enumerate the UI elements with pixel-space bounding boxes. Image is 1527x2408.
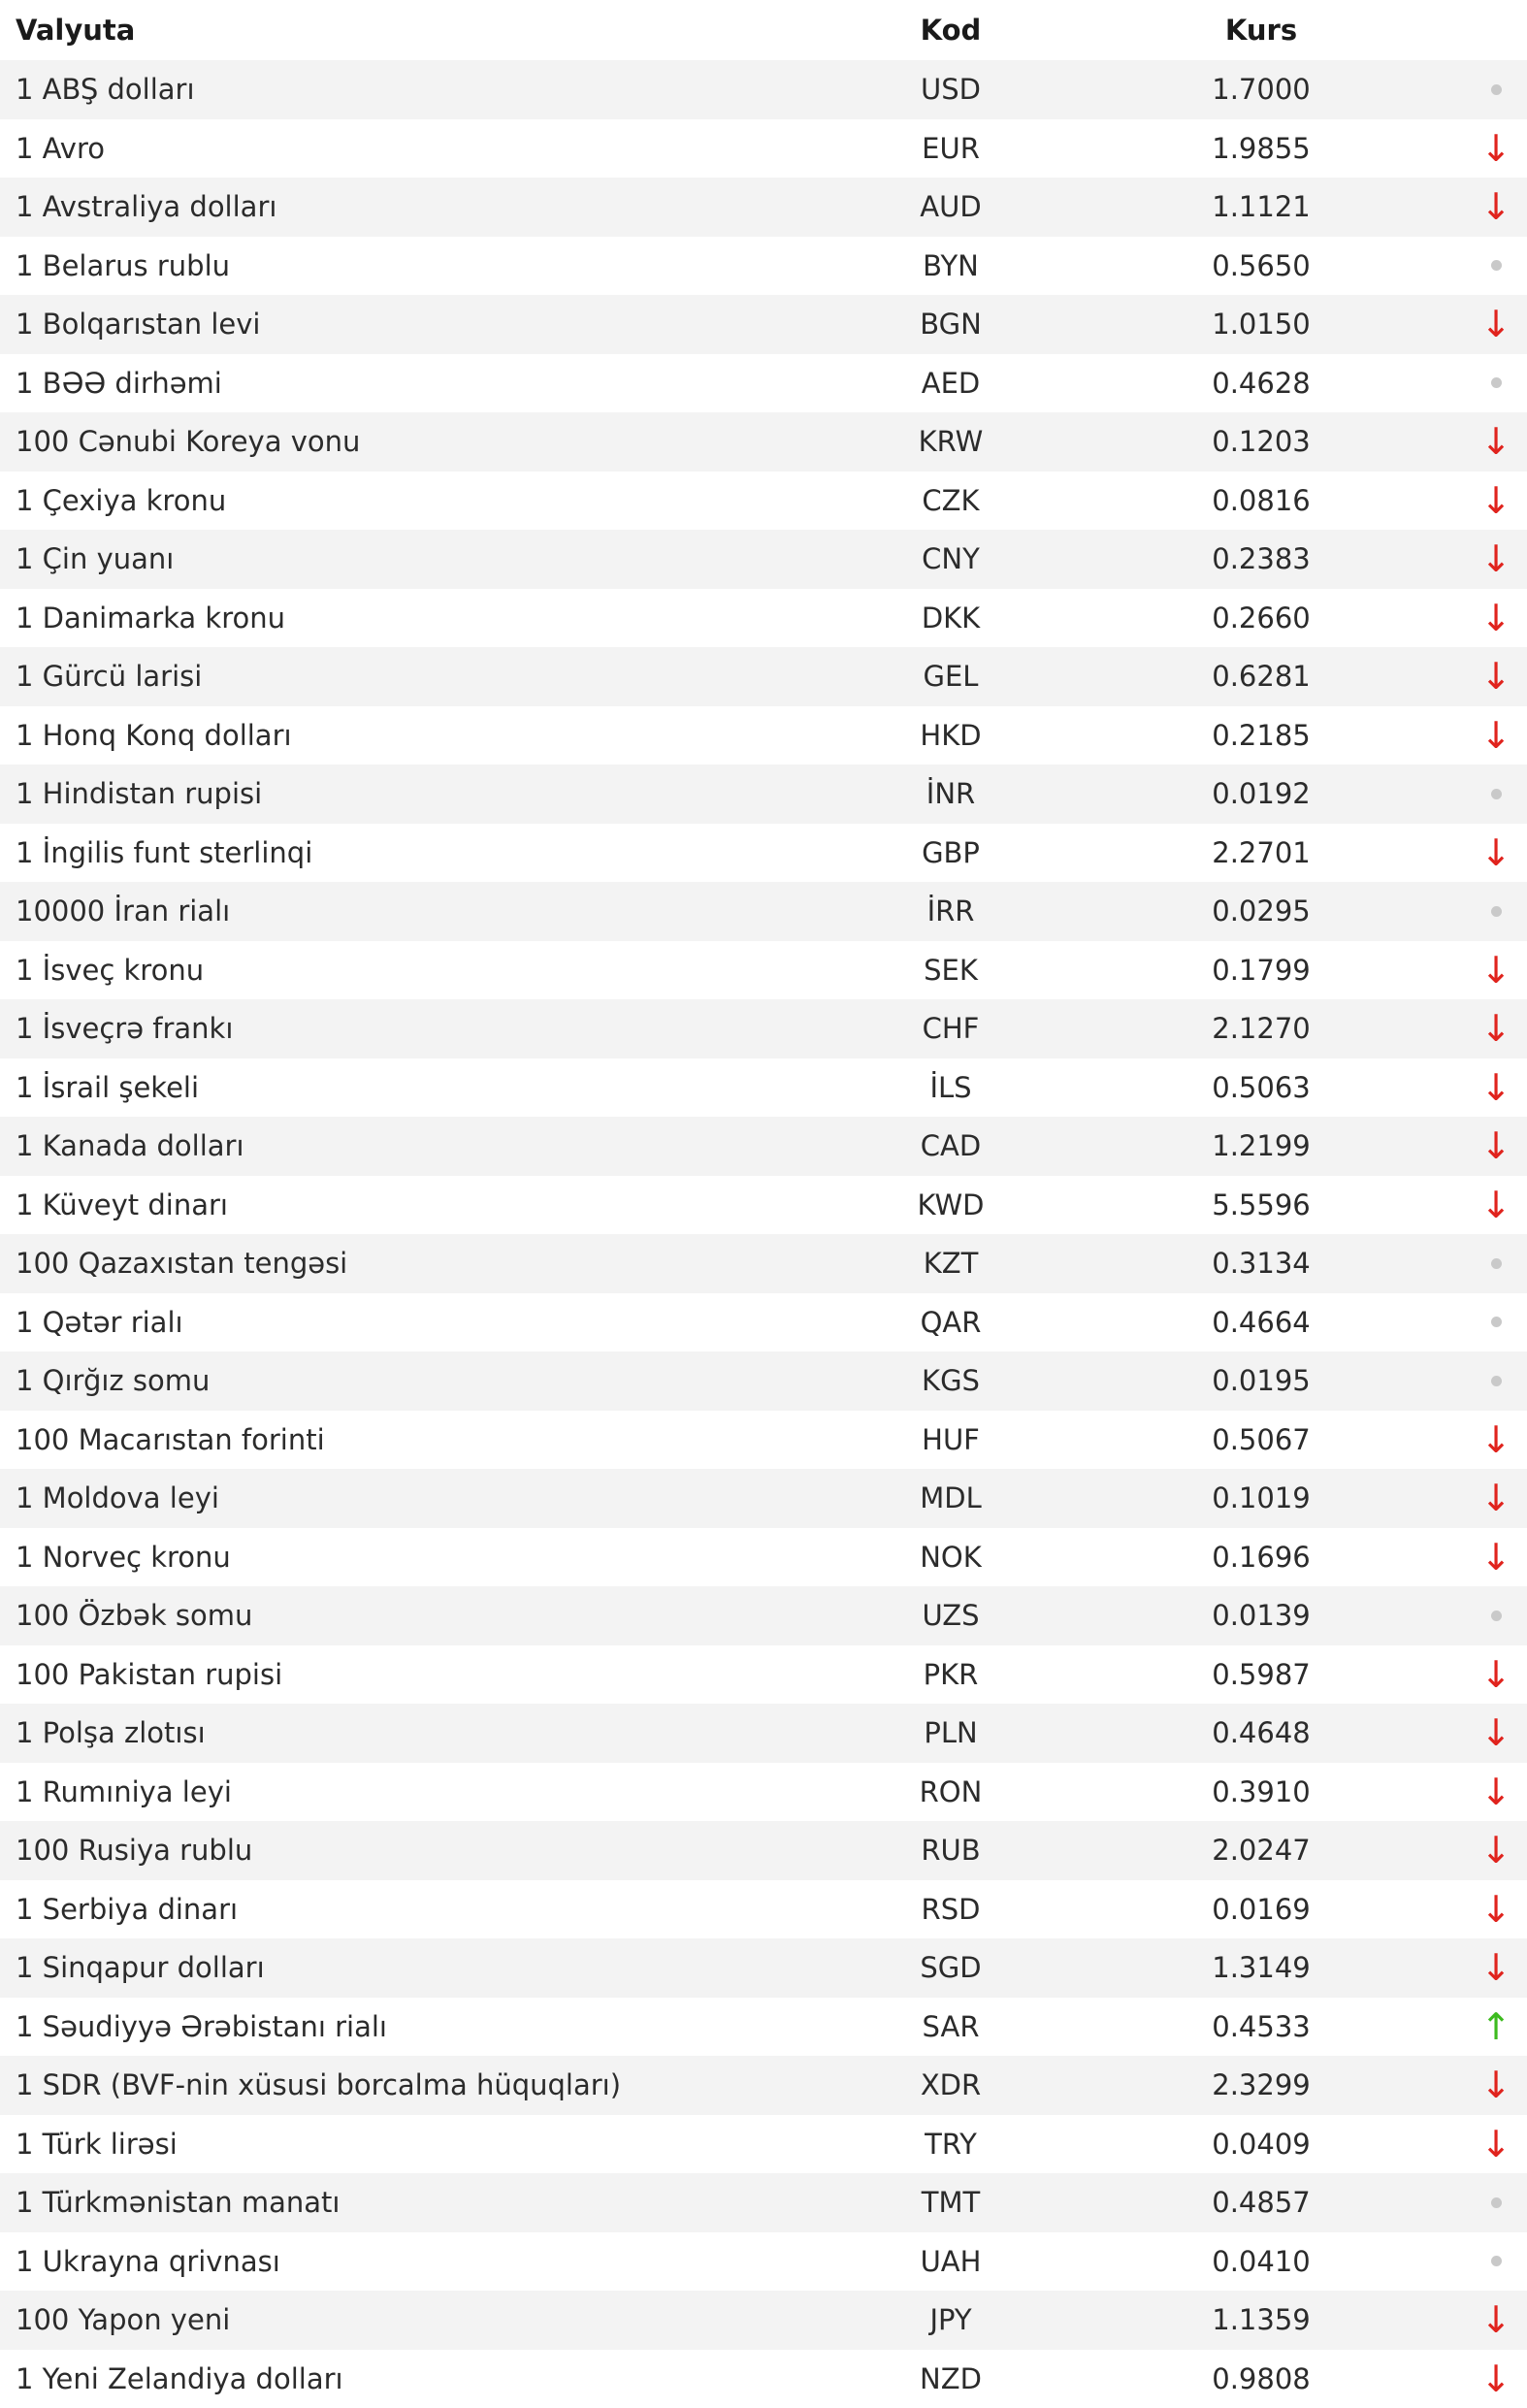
currency-code: UAH — [873, 2232, 1028, 2292]
currency-code: GEL — [873, 647, 1028, 706]
exchange-rate: 1.9855 — [1184, 119, 1339, 179]
currency-name: 1 Rumıniya leyi — [16, 1763, 232, 1822]
currency-code: KZT — [873, 1234, 1028, 1293]
table-row — [0, 295, 1527, 354]
exchange-rate: 0.4664 — [1184, 1293, 1339, 1352]
unchanged-dot-icon — [1491, 1376, 1502, 1386]
arrow-up-icon: ↑ — [1480, 2008, 1511, 2045]
trend-indicator — [1465, 2232, 1527, 2292]
trend-indicator — [1465, 824, 1527, 883]
exchange-rate: 1.3149 — [1184, 1938, 1339, 1998]
exchange-rate: 0.0410 — [1184, 2232, 1339, 2292]
currency-code: NOK — [873, 1528, 1028, 1587]
table-row — [0, 1938, 1527, 1998]
currency-code: TRY — [873, 2115, 1028, 2174]
trend-indicator — [1465, 1469, 1527, 1528]
trend-indicator — [1465, 60, 1527, 119]
currency-name: 100 Qazaxıstan tengəsi — [16, 1234, 347, 1293]
trend-indicator — [1465, 412, 1527, 472]
table-row — [0, 178, 1527, 237]
exchange-rate: 0.5063 — [1184, 1058, 1339, 1118]
trend-indicator — [1465, 1821, 1527, 1880]
table-row — [0, 1704, 1527, 1763]
arrow-down-icon: ↓ — [1480, 1832, 1511, 1869]
table-row — [0, 2173, 1527, 2232]
currency-code: CNY — [873, 530, 1028, 589]
exchange-rate: 0.3910 — [1184, 1763, 1339, 1822]
arrow-down-icon: ↓ — [1480, 2360, 1511, 2397]
table-row — [0, 882, 1527, 941]
currency-name: 1 Çin yuanı — [16, 530, 174, 589]
table-row — [0, 706, 1527, 765]
exchange-rate: 0.1696 — [1184, 1528, 1339, 1587]
currency-name: 1 Gürcü larisi — [16, 647, 202, 706]
trend-indicator — [1465, 1058, 1527, 1118]
currency-code: HKD — [873, 706, 1028, 765]
arrow-down-icon: ↓ — [1480, 423, 1511, 460]
currency-name: 100 Rusiya rublu — [16, 1821, 252, 1880]
table-row — [0, 589, 1527, 648]
exchange-rate: 0.2185 — [1184, 706, 1339, 765]
exchange-rate: 0.6281 — [1184, 647, 1339, 706]
arrow-down-icon: ↓ — [1480, 1480, 1511, 1516]
trend-indicator — [1465, 354, 1527, 413]
trend-indicator — [1465, 295, 1527, 354]
trend-indicator — [1465, 1234, 1527, 1293]
trend-indicator — [1465, 530, 1527, 589]
trend-indicator — [1465, 1998, 1527, 2057]
exchange-rate: 2.1270 — [1184, 999, 1339, 1058]
column-header-code: Kod — [873, 0, 1028, 60]
trend-indicator — [1465, 178, 1527, 237]
currency-code: RUB — [873, 1821, 1028, 1880]
table-row — [0, 1058, 1527, 1118]
currency-name: 1 İngilis funt sterlinqi — [16, 824, 312, 883]
trend-indicator — [1465, 2056, 1527, 2115]
table-row — [0, 824, 1527, 883]
currency-code: PKR — [873, 1645, 1028, 1705]
currency-name: 1 Avstraliya dolları — [16, 178, 276, 237]
currency-code: CAD — [873, 1117, 1028, 1176]
currency-name: 1 Belarus rublu — [16, 237, 230, 296]
arrow-down-icon: ↓ — [1480, 1949, 1511, 1986]
table-row — [0, 1411, 1527, 1470]
exchange-rate: 5.5596 — [1184, 1176, 1339, 1235]
currency-name: 1 İsveç kronu — [16, 941, 204, 1000]
currency-code: İNR — [873, 765, 1028, 824]
exchange-rate: 1.7000 — [1184, 60, 1339, 119]
arrow-down-icon: ↓ — [1480, 1010, 1511, 1047]
currency-code: KWD — [873, 1176, 1028, 1235]
exchange-rate: 0.5067 — [1184, 1411, 1339, 1470]
exchange-rate: 0.0295 — [1184, 882, 1339, 941]
unchanged-dot-icon — [1491, 789, 1502, 799]
currency-name: 1 Danimarka kronu — [16, 589, 285, 648]
exchange-rate: 0.4628 — [1184, 354, 1339, 413]
table-row — [0, 1880, 1527, 1939]
trend-indicator — [1465, 589, 1527, 648]
currency-code: JPY — [873, 2291, 1028, 2350]
trend-indicator — [1465, 237, 1527, 296]
trend-indicator — [1465, 1763, 1527, 1822]
trend-indicator — [1465, 2291, 1527, 2350]
unchanged-dot-icon — [1491, 1611, 1502, 1621]
table-header — [0, 0, 1527, 60]
exchange-rate: 1.2199 — [1184, 1117, 1339, 1176]
arrow-down-icon: ↓ — [1480, 1069, 1511, 1106]
table-row — [0, 647, 1527, 706]
currency-code: İLS — [873, 1058, 1028, 1118]
table-row — [0, 1293, 1527, 1352]
exchange-rate: 0.2660 — [1184, 589, 1339, 648]
currency-name: 1 Yeni Zelandiya dolları — [16, 2350, 343, 2408]
exchange-rate: 0.0169 — [1184, 1880, 1339, 1939]
currency-code: EUR — [873, 119, 1028, 179]
table-body — [0, 60, 1527, 2408]
trend-indicator — [1465, 2350, 1527, 2408]
currency-name: 100 Pakistan rupisi — [16, 1645, 282, 1705]
table-row — [0, 1645, 1527, 1705]
exchange-rate: 0.1019 — [1184, 1469, 1339, 1528]
arrow-down-icon: ↓ — [1480, 834, 1511, 871]
currency-code: AED — [873, 354, 1028, 413]
currency-name: 100 Macarıstan forinti — [16, 1411, 325, 1470]
unchanged-dot-icon — [1491, 1317, 1502, 1327]
currency-code: XDR — [873, 2056, 1028, 2115]
table-row — [0, 2232, 1527, 2292]
arrow-down-icon: ↓ — [1480, 1656, 1511, 1693]
currency-name: 1 Küveyt dinarı — [16, 1176, 228, 1235]
unchanged-dot-icon — [1491, 84, 1502, 95]
currency-code: KRW — [873, 412, 1028, 472]
table-row — [0, 2291, 1527, 2350]
exchange-rate: 0.0139 — [1184, 1586, 1339, 1645]
currency-code: RSD — [873, 1880, 1028, 1939]
exchange-rate: 0.9808 — [1184, 2350, 1339, 2408]
currency-code: CZK — [873, 472, 1028, 531]
currency-name: 1 Honq Konq dolları — [16, 706, 292, 765]
currency-code: NZD — [873, 2350, 1028, 2408]
unchanged-dot-icon — [1491, 377, 1502, 388]
table-row — [0, 1234, 1527, 1293]
trend-indicator — [1465, 1704, 1527, 1763]
table-row — [0, 237, 1527, 296]
currency-code: DKK — [873, 589, 1028, 648]
currency-name: 100 Cənubi Koreya vonu — [16, 412, 360, 472]
table-row — [0, 119, 1527, 179]
currency-code: HUF — [873, 1411, 1028, 1470]
arrow-down-icon: ↓ — [1480, 2301, 1511, 2338]
currency-code: MDL — [873, 1469, 1028, 1528]
column-header-rate: Kurs — [1184, 0, 1339, 60]
currency-name: 1 Bolqarıstan levi — [16, 295, 261, 354]
currency-code: BGN — [873, 295, 1028, 354]
currency-name: 1 Moldova leyi — [16, 1469, 219, 1528]
currency-code: SAR — [873, 1998, 1028, 2057]
currency-name: 1 İsveçrə frankı — [16, 999, 233, 1058]
table-row — [0, 1176, 1527, 1235]
arrow-down-icon: ↓ — [1480, 540, 1511, 577]
currency-name: 10000 İran rialı — [16, 882, 230, 941]
unchanged-dot-icon — [1491, 260, 1502, 271]
arrow-down-icon: ↓ — [1480, 1773, 1511, 1810]
trend-indicator — [1465, 1645, 1527, 1705]
exchange-rate: 0.5650 — [1184, 237, 1339, 296]
table-row — [0, 1351, 1527, 1411]
currency-code: UZS — [873, 1586, 1028, 1645]
currency-name: 1 SDR (BVF-nin xüsusi borcalma hüquqları) — [16, 2056, 621, 2115]
exchange-rate: 0.0409 — [1184, 2115, 1339, 2174]
arrow-down-icon: ↓ — [1480, 130, 1511, 167]
currency-code: GBP — [873, 824, 1028, 883]
currency-code: RON — [873, 1763, 1028, 1822]
currency-code: KGS — [873, 1351, 1028, 1411]
trend-indicator — [1465, 765, 1527, 824]
table-row — [0, 941, 1527, 1000]
exchange-rate: 0.4533 — [1184, 1998, 1339, 2057]
table-row — [0, 1998, 1527, 2057]
arrow-down-icon: ↓ — [1480, 482, 1511, 519]
table-row — [0, 2350, 1527, 2408]
table-row — [0, 1117, 1527, 1176]
unchanged-dot-icon — [1491, 906, 1502, 917]
column-header-currency: Valyuta — [16, 0, 135, 60]
table-row — [0, 2115, 1527, 2174]
currency-name: 1 Avro — [16, 119, 105, 179]
arrow-down-icon: ↓ — [1480, 1421, 1511, 1458]
trend-indicator — [1465, 1411, 1527, 1470]
table-row — [0, 1763, 1527, 1822]
arrow-down-icon: ↓ — [1480, 1187, 1511, 1223]
arrow-down-icon: ↓ — [1480, 952, 1511, 989]
currency-code: İRR — [873, 882, 1028, 941]
arrow-down-icon: ↓ — [1480, 658, 1511, 695]
currency-code: USD — [873, 60, 1028, 119]
currency-code: BYN — [873, 237, 1028, 296]
currency-name: 100 Yapon yeni — [16, 2291, 230, 2350]
table-row — [0, 1469, 1527, 1528]
exchange-rate: 0.0192 — [1184, 765, 1339, 824]
table-row — [0, 412, 1527, 472]
trend-indicator — [1465, 941, 1527, 1000]
table-row — [0, 1528, 1527, 1587]
table-row — [0, 60, 1527, 119]
currency-name: 1 Norveç kronu — [16, 1528, 231, 1587]
arrow-down-icon: ↓ — [1480, 600, 1511, 636]
exchange-rate: 0.3134 — [1184, 1234, 1339, 1293]
currency-code: QAR — [873, 1293, 1028, 1352]
trend-indicator — [1465, 1528, 1527, 1587]
currency-name: 1 ABŞ dolları — [16, 60, 195, 119]
currency-name: 1 Qırğız somu — [16, 1351, 210, 1411]
currency-name: 1 BƏƏ dirhəmi — [16, 354, 222, 413]
table-row — [0, 1821, 1527, 1880]
currency-name: 1 Ukrayna qrivnası — [16, 2232, 280, 2292]
table-row — [0, 1586, 1527, 1645]
exchange-rate: 2.2701 — [1184, 824, 1339, 883]
exchange-rate: 0.0195 — [1184, 1351, 1339, 1411]
currency-name: 1 Səudiyyə Ərəbistanı rialı — [16, 1998, 387, 2057]
currency-code: AUD — [873, 178, 1028, 237]
currency-code: TMT — [873, 2173, 1028, 2232]
table-row — [0, 999, 1527, 1058]
trend-indicator — [1465, 647, 1527, 706]
table-row — [0, 2056, 1527, 2115]
currency-name: 1 Türkmənistan manatı — [16, 2173, 340, 2232]
unchanged-dot-icon — [1491, 1258, 1502, 1269]
currency-name: 100 Özbək somu — [16, 1586, 252, 1645]
trend-indicator — [1465, 1176, 1527, 1235]
trend-indicator — [1465, 1938, 1527, 1998]
arrow-down-icon: ↓ — [1480, 717, 1511, 754]
arrow-down-icon: ↓ — [1480, 306, 1511, 342]
trend-indicator — [1465, 1586, 1527, 1645]
currency-name: 1 Kanada dolları — [16, 1117, 244, 1176]
table-row — [0, 765, 1527, 824]
table-row — [0, 530, 1527, 589]
trend-indicator — [1465, 1293, 1527, 1352]
exchange-rate: 0.2383 — [1184, 530, 1339, 589]
trend-indicator — [1465, 472, 1527, 531]
trend-indicator — [1465, 999, 1527, 1058]
exchange-rate: 1.1359 — [1184, 2291, 1339, 2350]
trend-indicator — [1465, 706, 1527, 765]
exchange-rate: 1.1121 — [1184, 178, 1339, 237]
currency-code: CHF — [873, 999, 1028, 1058]
currency-name: 1 Qətər rialı — [16, 1293, 183, 1352]
currency-code: PLN — [873, 1704, 1028, 1763]
arrow-down-icon: ↓ — [1480, 1891, 1511, 1928]
exchange-rate: 0.1799 — [1184, 941, 1339, 1000]
arrow-down-icon: ↓ — [1480, 1714, 1511, 1751]
currency-code: SEK — [873, 941, 1028, 1000]
trend-indicator — [1465, 2173, 1527, 2232]
currency-name: 1 İsrail şekeli — [16, 1058, 199, 1118]
arrow-down-icon: ↓ — [1480, 188, 1511, 225]
trend-indicator — [1465, 882, 1527, 941]
exchange-rate: 0.1203 — [1184, 412, 1339, 472]
trend-indicator — [1465, 1351, 1527, 1411]
arrow-down-icon: ↓ — [1480, 1539, 1511, 1576]
currency-code: SGD — [873, 1938, 1028, 1998]
exchange-rate: 0.4857 — [1184, 2173, 1339, 2232]
table-row — [0, 354, 1527, 413]
trend-indicator — [1465, 2115, 1527, 2174]
currency-name: 1 Türk lirəsi — [16, 2115, 178, 2174]
exchange-rate: 2.0247 — [1184, 1821, 1339, 1880]
exchange-rate: 1.0150 — [1184, 295, 1339, 354]
trend-indicator — [1465, 1880, 1527, 1939]
arrow-down-icon: ↓ — [1480, 2066, 1511, 2103]
trend-indicator — [1465, 119, 1527, 179]
unchanged-dot-icon — [1491, 2256, 1502, 2266]
exchange-rate: 0.5987 — [1184, 1645, 1339, 1705]
currency-name: 1 Polşa zlotısı — [16, 1704, 206, 1763]
arrow-down-icon: ↓ — [1480, 1127, 1511, 1164]
currency-name: 1 Çexiya kronu — [16, 472, 226, 531]
currency-name: 1 Hindistan rupisi — [16, 765, 262, 824]
exchange-rate: 0.4648 — [1184, 1704, 1339, 1763]
trend-indicator — [1465, 1117, 1527, 1176]
currency-name: 1 Serbiya dinarı — [16, 1880, 238, 1939]
table-row — [0, 472, 1527, 531]
currency-name: 1 Sinqapur dolları — [16, 1938, 265, 1998]
arrow-down-icon: ↓ — [1480, 2126, 1511, 2163]
exchange-rate: 0.0816 — [1184, 472, 1339, 531]
unchanged-dot-icon — [1491, 2197, 1502, 2208]
exchange-rate: 2.3299 — [1184, 2056, 1339, 2115]
